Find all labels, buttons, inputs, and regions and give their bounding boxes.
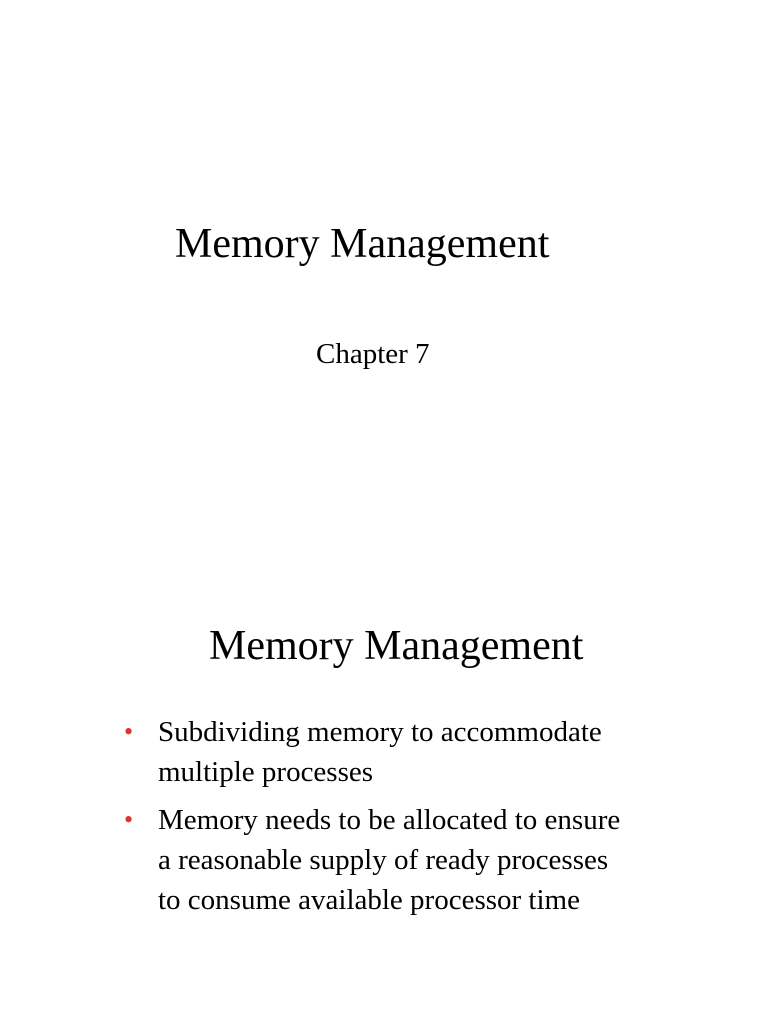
bullet-line: Memory needs to be allocated to ensure bbox=[158, 804, 621, 836]
bullet-line: multiple processes bbox=[158, 756, 374, 788]
bullet-dot-icon: • bbox=[124, 805, 134, 834]
slide-1-title-text: Memory Management bbox=[175, 221, 550, 267]
slide-1-subtitle: Chapter 7 bbox=[316, 338, 430, 370]
bullet-dot-icon: • bbox=[124, 717, 134, 746]
slide-2 bbox=[0, 512, 768, 1024]
bullet-line: a reasonable supply of ready processes bbox=[158, 844, 609, 876]
bullet-line: to consume available processor time bbox=[158, 884, 580, 916]
bullet-list bbox=[124, 712, 724, 928]
bullet-item bbox=[124, 712, 724, 792]
bullet-item bbox=[124, 800, 724, 920]
slide-2-title: Memory Management bbox=[209, 623, 584, 669]
bullet-line: Subdividing memory to accommodate bbox=[158, 716, 602, 748]
